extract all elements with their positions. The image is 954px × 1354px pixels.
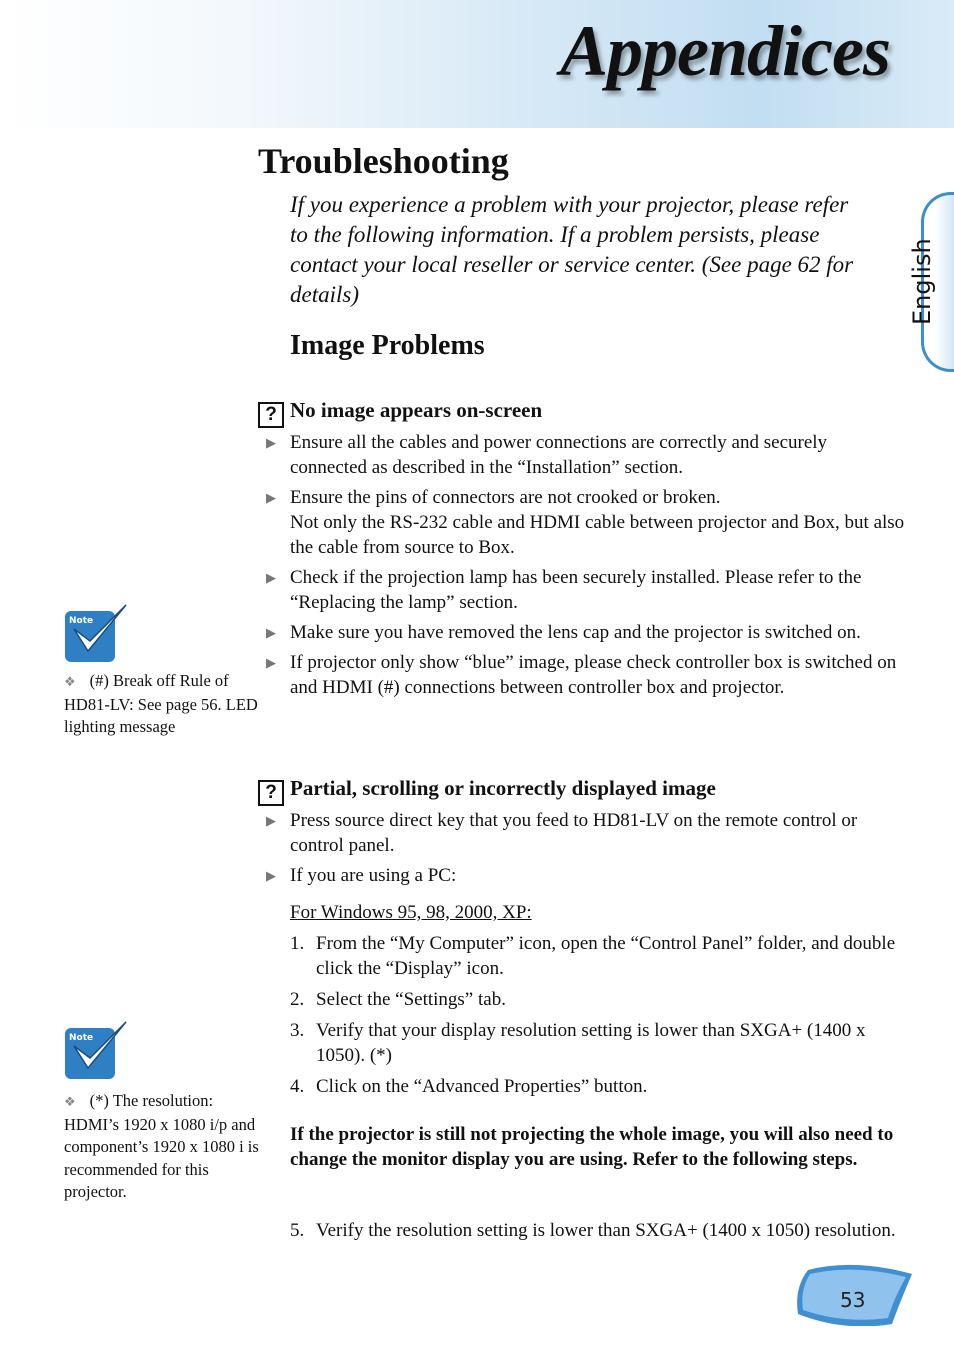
problem-heading	[258, 398, 542, 428]
list-item-text: If projector only show “blue” image, please check controller box is switched on and HDMI (#) connections between controller box and projector.	[290, 652, 897, 698]
arrow-bullet-icon: ▶	[266, 625, 276, 640]
arrow-bullet-icon: ▶	[266, 570, 276, 585]
step-text: Click on the “Advanced Properties” button.	[316, 1076, 648, 1097]
step-number: 3.	[290, 1020, 305, 1041]
list-item-text: If you are using a PC:	[290, 865, 457, 886]
step-number: 1.	[290, 933, 305, 954]
side-note	[64, 1090, 260, 1204]
step-item	[290, 987, 906, 1012]
problem-question: Partial, scrolling or incorrectly displayed image	[290, 776, 716, 800]
side-note-text: (#) Break off Rule of HD81-LV: See page 56. LED lighting message	[64, 671, 258, 736]
step-text: Select the “Settings” tab.	[316, 989, 506, 1010]
note-check-icon	[64, 601, 130, 663]
question-mark-icon: ?	[258, 402, 284, 428]
list-item-text: Ensure the pins of connectors are not crooked or broken.	[290, 487, 721, 508]
step-number: 2.	[290, 989, 305, 1010]
note-check-icon	[64, 1018, 130, 1080]
side-note	[64, 670, 260, 739]
diamond-bullet-icon: ❖	[64, 674, 76, 689]
note-icon-label: Note	[69, 1033, 94, 1043]
page-header-banner	[0, 0, 954, 128]
step-number: 5.	[290, 1220, 305, 1241]
windows-heading: For Windows 95, 98, 2000, XP:	[290, 902, 532, 923]
step-item	[290, 1218, 906, 1243]
list-item	[266, 565, 906, 615]
list-item-text: Check if the projection lamp has been securely installed. Please refer to the “Replacing the lamp” section.	[290, 567, 862, 613]
list-item-text: Make sure you have removed the lens cap and the projector is switched on.	[290, 622, 861, 643]
page-number: 53	[840, 1288, 866, 1312]
arrow-bullet-icon: ▶	[266, 813, 276, 828]
list-item-text: Not only the RS-232 cable and HDMI cable between projector and Box, but also the cable from source to Box.	[290, 512, 905, 558]
steps-list	[290, 931, 906, 1105]
arrow-bullet-icon: ▶	[266, 868, 276, 883]
chapter-title: Appendices	[560, 11, 890, 91]
side-note-text: (*) The resolution: HDMI’s 1920 x 1080 i/p and component’s 1920 x 1080 i is recommended for this projector.	[64, 1091, 259, 1201]
problem-checklist	[266, 430, 906, 705]
list-item	[266, 650, 906, 700]
question-mark-icon: ?	[258, 780, 284, 806]
diamond-bullet-icon: ❖	[64, 1094, 76, 1109]
list-item	[266, 808, 906, 858]
list-item-text: Ensure all the cables and power connections are correctly and securely connected as described in the “Installation” section.	[290, 432, 828, 478]
step-number: 4.	[290, 1076, 305, 1097]
problem-checklist	[266, 808, 906, 893]
subsection-title: Image Problems	[290, 330, 485, 361]
list-item-text: Press source direct key that you feed to HD81-LV on the remote control or control panel.	[290, 810, 858, 856]
arrow-bullet-icon: ▶	[266, 655, 276, 670]
steps-list-continued	[290, 1218, 906, 1249]
step-item	[290, 1074, 906, 1099]
step-text: From the “My Computer” icon, open the “Control Panel” folder, and double click the “Display” icon.	[316, 933, 896, 979]
problem-question: No image appears on-screen	[290, 398, 543, 422]
note-icon-label: Note	[69, 616, 94, 626]
problem-heading	[258, 776, 716, 806]
language-tab-label: English	[908, 238, 936, 325]
bold-note-paragraph: If the projector is still not projecting the whole image, you will also need to change the monitor display you are using. Refer to the following steps.	[290, 1124, 894, 1170]
step-item	[290, 1018, 906, 1068]
step-text: Verify the resolution setting is lower than SXGA+ (1400 x 1050) resolution.	[316, 1220, 896, 1241]
list-item	[266, 863, 906, 888]
step-text: Verify that your display resolution setting is lower than SXGA+ (1400 x 1050). (*)	[316, 1020, 866, 1066]
arrow-bullet-icon: ▶	[266, 435, 276, 450]
list-item	[266, 485, 906, 560]
arrow-bullet-icon: ▶	[266, 490, 276, 505]
list-item	[266, 430, 906, 480]
section-title: Troubleshooting	[258, 141, 509, 181]
list-item	[266, 620, 906, 645]
intro-paragraph: If you experience a problem with your projector, please refer to the following information. If a problem persists, please contact your local reseller or service center. (See page 62 for details)	[290, 192, 854, 307]
step-item	[290, 931, 906, 981]
